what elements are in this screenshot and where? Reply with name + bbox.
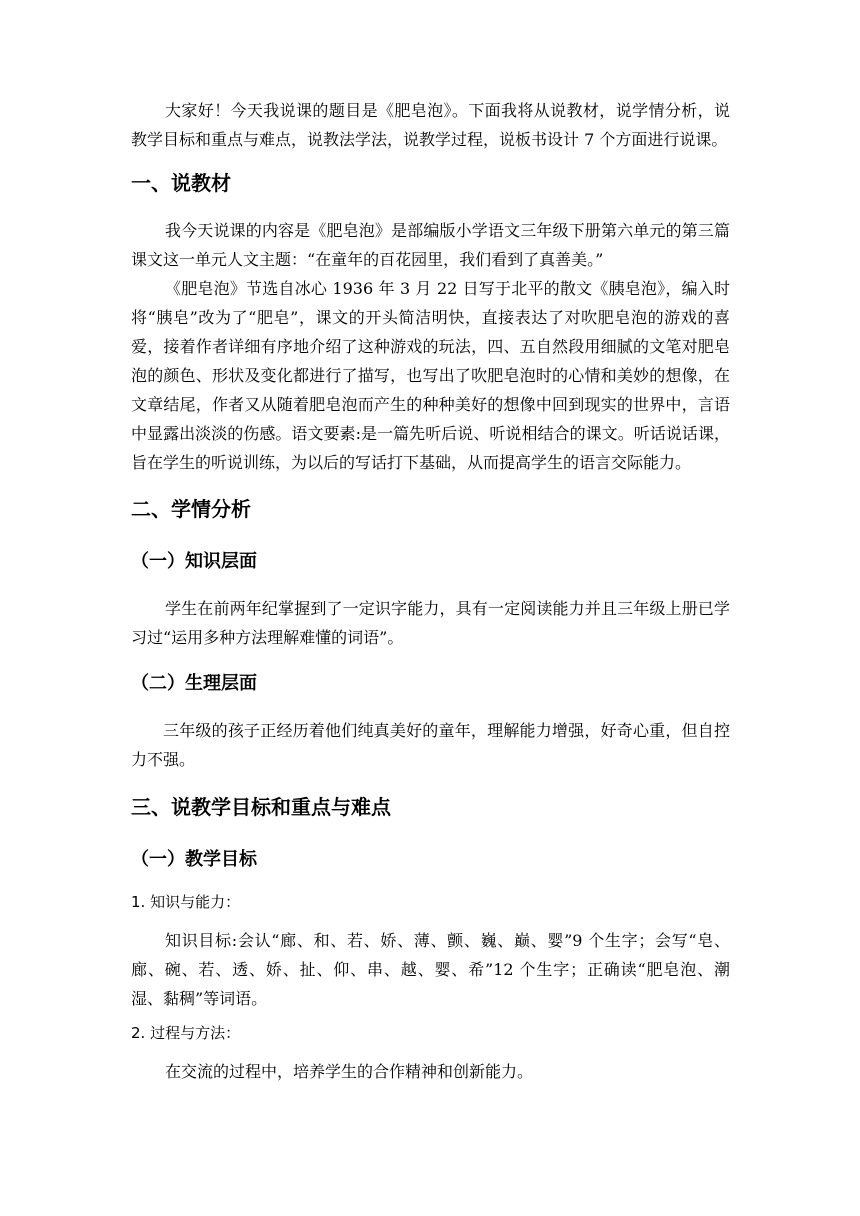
subheading-knowledge-level: （一）知识层面 (131, 551, 257, 572)
section-heading-learning-analysis: 二、学情分析 (131, 497, 251, 521)
intro-paragraph: 大家好！今天我说课的题目是《肥皂泡》。下面我将从说教材，说学情分析，说教学目标和重点与难点，说教法学法，说教学过程，说板书设计 7 个方面进行说课。 (131, 101, 730, 149)
section-heading-textbook: 一、说教材 (131, 171, 231, 195)
section-heading-teaching-goals: 三、说教学目标和重点与难点 (131, 795, 391, 819)
physiological-level-paragraph: 三年级的孩子正经历着他们纯真美好的童年，理解能力增强，好奇心重，但自控力不强。 (131, 721, 730, 769)
goal-item-knowledge-ability: 1. 知识与能力： (131, 893, 241, 911)
knowledge-ability-paragraph: 知识目标:会认“廊、和、若、娇、薄、颤、巍、巅、婴”9 个生字；会写“皂、廊、碗、若、透、娇、扯、仰、串、越、婴、希”12 个生字；正确读“肥皂泡、潮湿、黏稠”等词语。 (131, 931, 730, 1008)
goal-item-process-method: 2. 过程与方法： (131, 1024, 241, 1042)
textbook-paragraph-1: 我今天说课的内容是《肥皂泡》是部编版小学语文三年级下册第六单元的第三篇课文这一单元人文主题：“在童年的百花园里，我们看到了真善美。” (131, 221, 730, 269)
subheading-physiological-level: （二）生理层面 (131, 673, 257, 694)
process-method-paragraph: 在交流的过程中，培养学生的合作精神和创新能力。 (165, 1062, 534, 1081)
knowledge-level-paragraph: 学生在前两年纪掌握到了一定识字能力，具有一定阅读能力并且三年级上册已学习过“运用多种方法理解难懂的词语”。 (131, 599, 730, 647)
subheading-teaching-goals: （一）教学目标 (131, 849, 257, 870)
document-page (131, 96, 730, 1086)
textbook-paragraph-2: 《肥皂泡》节选自冰心 1936 年 3 月 22 日写于北平的散文《胰皂泡》，编入时将“胰皂”改为了“肥皂”，课文的开头简洁明快，直接表达了对吹肥皂泡的游戏的喜爱，接着作者详细有序地介绍了这种游戏的玩法，四、五自然段用细腻的文笔对肥皂泡的颜色、形状及变化都进行了描写，也写出了吹肥皂泡时的心情和美妙的想像，在文章结尾，作者又从随着肥皂泡而产生的种种美好的想像中回到现实的世界中，言语中显露出淡淡的伤感。语文要素:是一篇先听后说、听说相结合的课文。听话说话课，旨在学生的听说训练，为以后的写话打下基础，从而提高学生的语言交际能力。 (131, 279, 730, 472)
